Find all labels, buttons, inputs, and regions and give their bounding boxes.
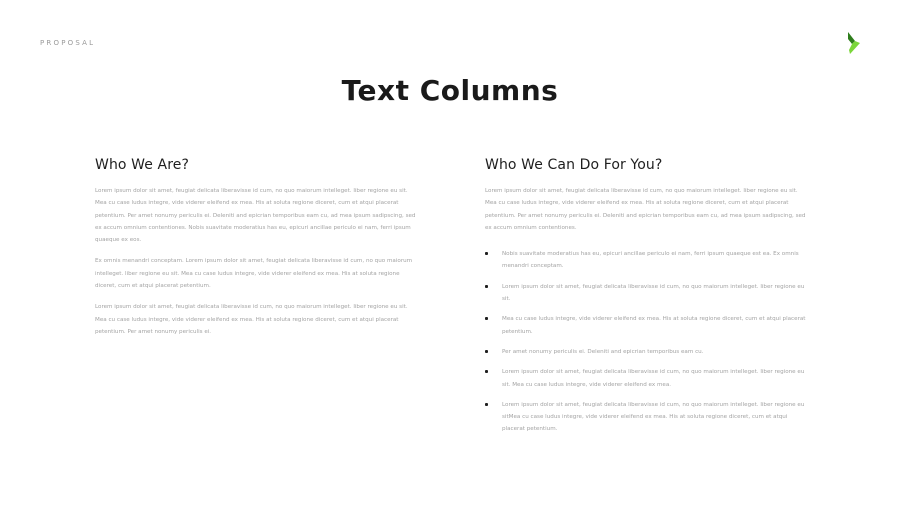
left-paragraph-1: Lorem ipsum dolor sit amet, feugiat delicata liberavisse id cum, no quo maiorum intelleget. liber regione eu sit. Mea cu case ludus integre, vide viderer eleifend ex mea. His at soluta regione diceret, cum et atqui placerat petentium. Per amet nonumy periculis ei. Deleniti and epicrian temporibus eam cu, ad mea ipsum sadipscing, sed ex accum omnium contentiones. Nobis suavitate moderatius has eu, epicuri ancillae periculo ei nam, ferri ipsum quaeque ex eos. <box>95 188 416 244</box>
right-heading: Who We Can Do For You? <box>485 157 663 173</box>
bullet-list <box>485 248 807 436</box>
bullet-icon <box>485 252 488 255</box>
left-heading: Who We Are? <box>95 157 189 173</box>
bullet-icon <box>485 350 488 353</box>
bullet-item <box>485 399 807 436</box>
bullet-item <box>485 281 807 306</box>
bullet-item <box>485 346 807 358</box>
bullet-text: Lorem ipsum dolor sit amet, feugiat delicata liberavisse id cum, no quo maiorum intelleget. liber regione eu sit. Mea cu case ludus integre, vide viderer eleifend ex mea. <box>502 369 805 388</box>
bullet-icon <box>485 285 488 288</box>
eyebrow-label: PROPOSAL <box>40 39 96 47</box>
page-title: Text Columns <box>341 74 559 107</box>
bullet-icon <box>485 370 488 373</box>
left-paragraph-3: Lorem ipsum dolor sit amet, feugiat delicata liberavisse id cum, no quo maiorum intelleget. liber regione eu sit. Mea cu case ludus integre, vide viderer eleifend ex mea. His at soluta regione diceret, cum et atqui placerat petentium. Per amet nonumy periculis ei. <box>95 304 408 335</box>
bullet-icon <box>485 317 488 320</box>
bullet-item <box>485 366 807 391</box>
right-column <box>485 157 807 444</box>
bullet-text: Mea cu case ludus integre, vide viderer eleifend ex mea. His at soluta regione diceret, cum et atqui placerat petentium. <box>502 316 806 335</box>
bullet-item <box>485 313 807 338</box>
left-column <box>95 157 417 347</box>
right-intro-paragraph: Lorem ipsum dolor sit amet, feugiat delicata liberavisse id cum, no quo maiorum intelleget. liber regione eu sit. Mea cu case ludus integre, vide viderer eleifend ex mea. His at soluta regione diceret, cum et atqui placerat petentium. Per amet nonumy periculis ei. Deleniti and epicrian temporibus eam cu, ad mea ipsum sadipscing, sed ex accum omnium contentiones. <box>485 188 806 231</box>
left-paragraph-2: Ex omnis menandri conceptam. Lorem ipsum dolor sit amet, feugiat delicata liberavisse id cum, no quo maiorum intelleget. liber regione eu sit. Mea cu case ludus integre, vide viderer eleifend ex mea. His at soluta regione diceret, cum et atqui placerat petentium. <box>95 258 413 290</box>
bullet-icon <box>485 403 488 406</box>
bullet-text: Per amet nonumy periculis ei. Deleniti and epicrian temporibus eam cu. <box>502 348 704 355</box>
bullet-text: Lorem ipsum dolor sit amet, feugiat delicata liberavisse id cum, no quo maiorum intelleget. liber regione eu sitMea cu case ludus integre, vide viderer eleifend ex mea. His at soluta regione diceret, cum et atqui placerat petentium. <box>502 401 805 433</box>
chevron-logo-icon <box>846 32 862 54</box>
bullet-item <box>485 248 807 273</box>
bullet-text: Nobis suavitate moderatius has eu, epicuri ancillae periculo ei nam, ferri ipsum quaeque est ea. Ex omnis menandri conceptam. <box>502 251 799 270</box>
bullet-text: Lorem ipsum dolor sit amet, feugiat delicata liberavisse id cum, no quo maiorum intelleget. liber regione eu sit. <box>502 283 805 303</box>
